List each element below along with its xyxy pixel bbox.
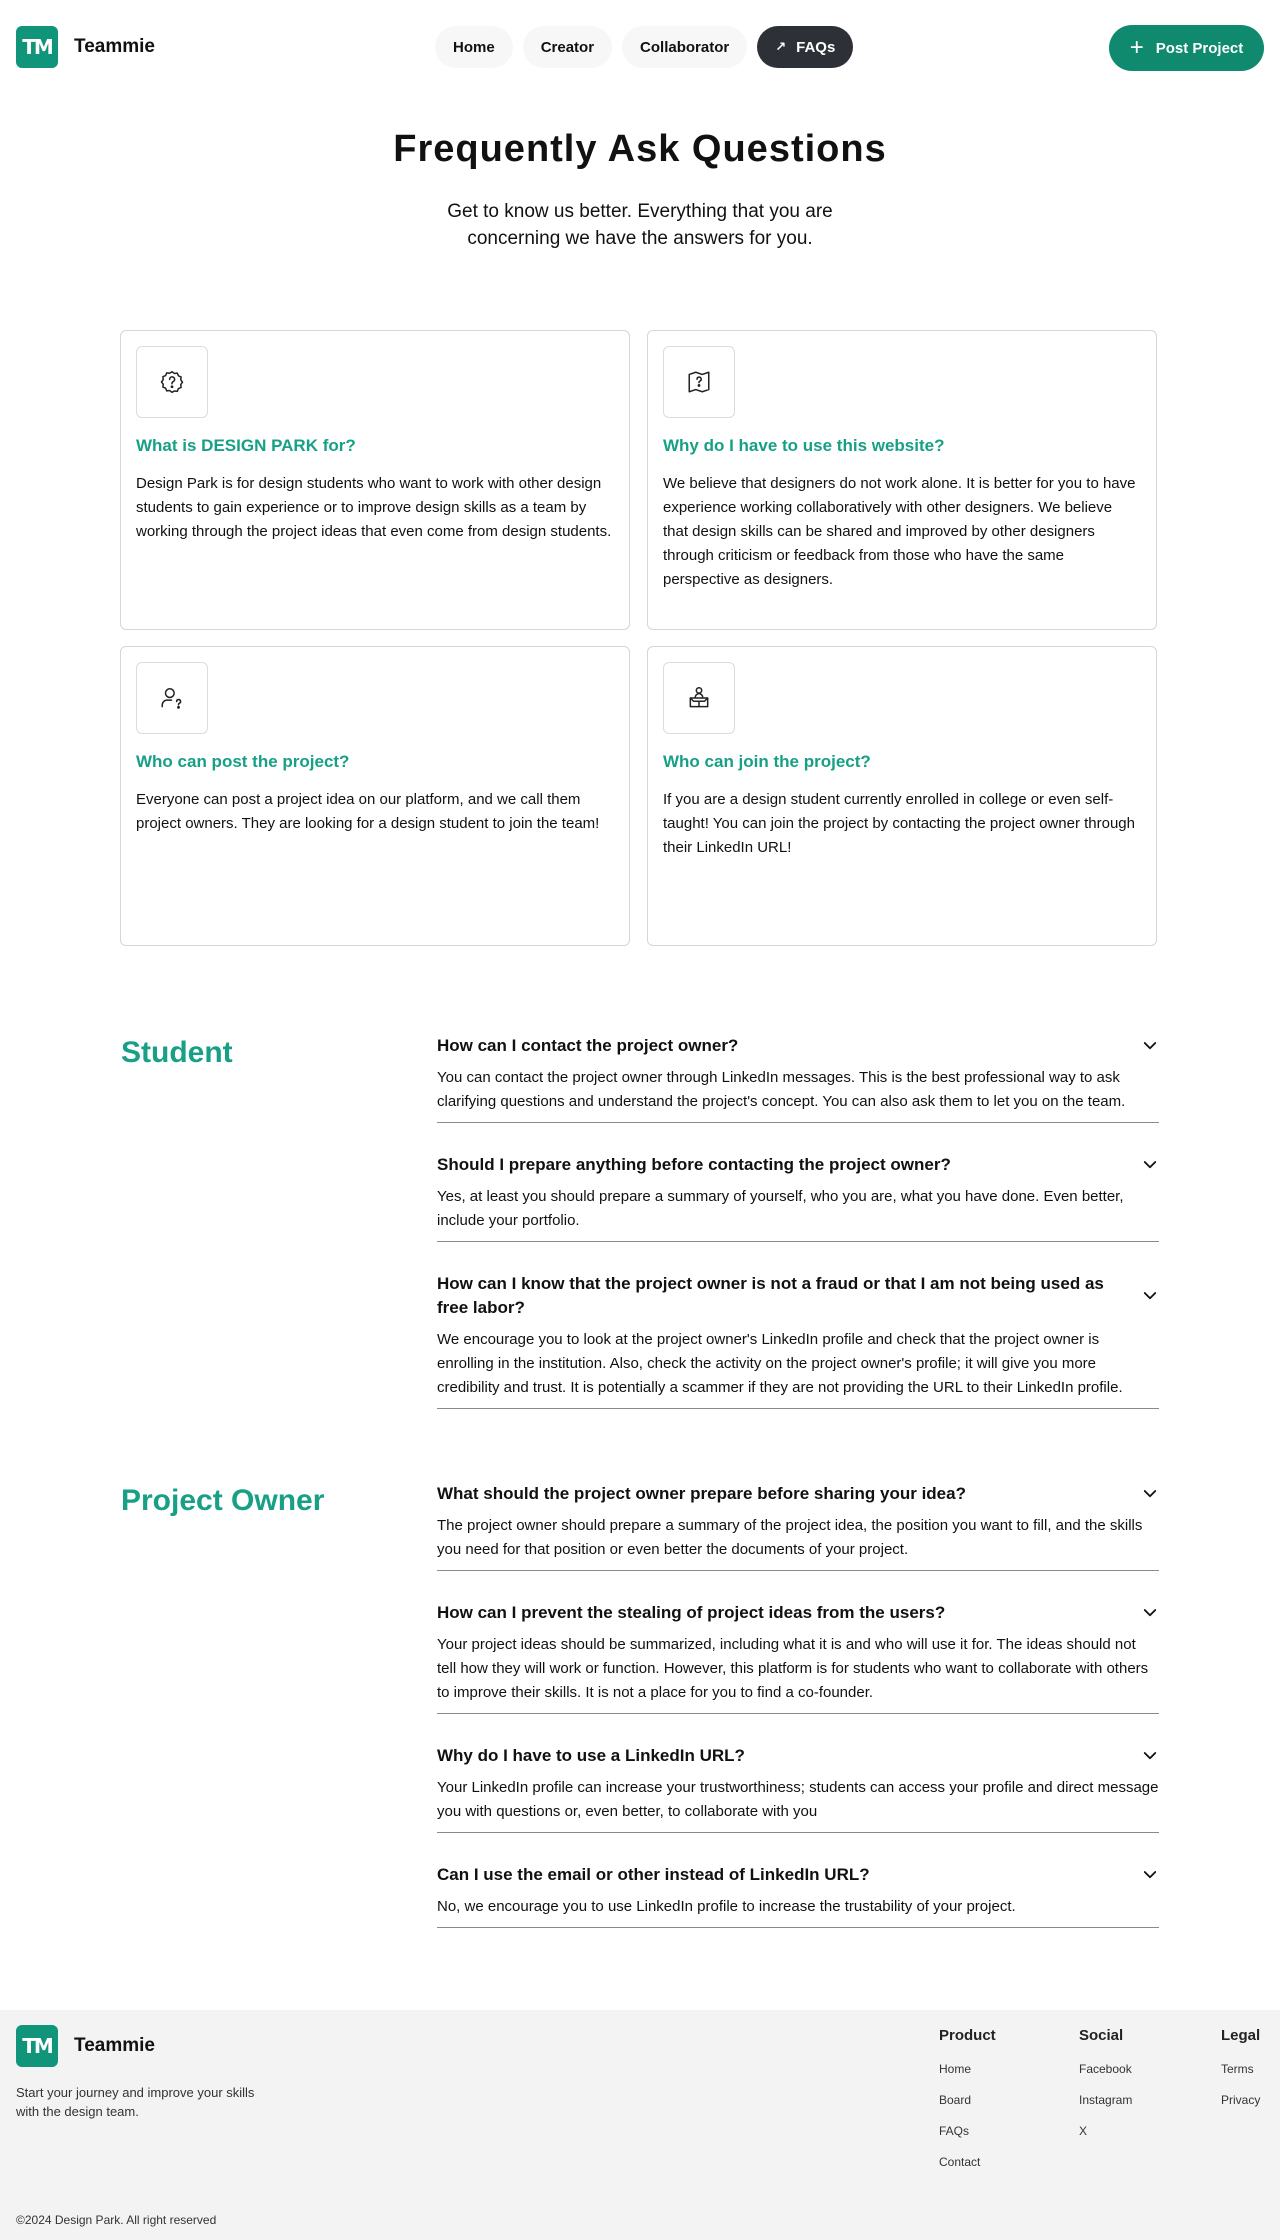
footer-link-faqs[interactable]: FAQs — [939, 2124, 970, 2138]
chevron-down-icon — [1141, 1866, 1159, 1884]
brand-logo[interactable] — [16, 26, 155, 68]
footer-column-title: Social — [1079, 2027, 1124, 2044]
person-box-icon — [663, 662, 735, 734]
chevron-down-icon — [1141, 1604, 1159, 1622]
footer-logo[interactable] — [16, 2025, 155, 2067]
footer-link-terms[interactable]: Terms — [1221, 2062, 1254, 2076]
faq-question-text: Can I use the email or other instead of LinkedIn URL? — [437, 1865, 870, 1884]
faq-item — [437, 1242, 1159, 1409]
card-text: Everyone can post a project idea on our platform, and we call them project owners. They are looking for a design student to join the team! — [136, 791, 600, 832]
question-badge-icon — [136, 346, 208, 418]
faq-answer: Your LinkedIn profile can increase your trustworthiness; students can access your profile and direct message you with questions or, even better, to collaborate with you — [437, 1779, 1159, 1820]
card-text: Design Park is for design students who want to work with other design students to gain experience or to improve design skills as a team by working through the project ideas that even come from design students. — [136, 475, 612, 540]
faq-question-text: What should the project owner prepare before sharing your idea? — [437, 1484, 966, 1503]
faq-question-text: How can I prevent the stealing of project ideas from the users? — [437, 1603, 946, 1622]
brand-name: Teammie — [74, 36, 155, 57]
nav-link-faqs[interactable] — [757, 26, 853, 68]
faq-answer: Your project ideas should be summarized, including what it is and who will use it for. The ideas should not tell how they will work or function. However, this platform is for students who want to collaborate with others to improve their skills. It is not a place for you to find a co-founder. — [437, 1636, 1149, 1701]
faq-question[interactable] — [437, 1034, 1159, 1058]
page-title: Frequently Ask Questions — [393, 128, 887, 170]
faq-item — [437, 1482, 1159, 1571]
card-title: What is DESIGN PARK for? — [136, 436, 356, 455]
faq-question-text: Should I prepare anything before contacting the project owner? — [437, 1155, 951, 1174]
arrow-up-right-icon: ↗ — [775, 39, 787, 54]
nav-link-home[interactable]: Home — [435, 26, 513, 68]
plus-icon: + — [1129, 34, 1144, 61]
faq-question[interactable] — [437, 1601, 1159, 1625]
logo-mark-icon: TM — [16, 2025, 58, 2067]
footer-link-contact[interactable]: Contact — [939, 2155, 981, 2169]
faq-answer: Yes, at least you should prepare a summary of yourself, who you are, what you have done. Even better, include your portfolio. — [437, 1188, 1124, 1229]
footer-column-title: Legal — [1221, 2027, 1261, 2044]
faq-answer: No, we encourage you to use LinkedIn profile to increase the trustability of your project. — [437, 1898, 1016, 1915]
faq-question-text: Why do I have to use a LinkedIn URL? — [437, 1746, 745, 1765]
footer-link-board[interactable]: Board — [939, 2093, 972, 2107]
faq-item — [437, 1034, 1159, 1123]
faq-item — [437, 1571, 1159, 1714]
faq-question-text: How can I know that the project owner is not a fraud or that I am not being used as free labor? — [437, 1274, 1104, 1317]
faq-card — [647, 646, 1157, 946]
chevron-down-icon — [1141, 1287, 1159, 1305]
faq-card — [647, 330, 1157, 630]
faq-answer: We encourage you to look at the project owner's LinkedIn profile and check that the project owner is enrolling in the institution. Also, check the activity on the project owner's profile; it will give you more credibility and trust. It is potentially a scammer if they are not providing the URL to their LinkedIn profile. — [437, 1331, 1123, 1396]
faq-list-student — [437, 1034, 1159, 1409]
faq-card — [120, 330, 630, 630]
nav-link-collaborator[interactable]: Collaborator — [622, 26, 747, 68]
card-title: Who can post the project? — [136, 752, 350, 771]
footer-copyright: ©2024 Design Park. All right reserved — [16, 2213, 217, 2227]
nav-links — [435, 26, 853, 68]
footer-column-social — [1079, 2027, 1132, 2155]
chevron-down-icon — [1141, 1747, 1159, 1765]
faq-question-text: How can I contact the project owner? — [437, 1036, 739, 1055]
card-title: Why do I have to use this website? — [663, 436, 945, 455]
footer-column-legal — [1221, 2027, 1260, 2124]
top-navigation — [0, 0, 1280, 96]
faq-question[interactable] — [437, 1863, 1159, 1887]
footer-link-facebook[interactable]: Facebook — [1079, 2062, 1132, 2076]
faq-question[interactable] — [437, 1153, 1159, 1177]
footer-tagline: Start your journey and improve your skills with the design team. — [16, 2085, 255, 2119]
chevron-down-icon — [1141, 1485, 1159, 1503]
faq-answer: The project owner should prepare a summary of the project idea, the position you want to fill, and the skills you need for that position or even better the documents of your project. — [437, 1517, 1143, 1558]
faq-list-project-owner — [437, 1482, 1159, 1928]
faq-question[interactable] — [437, 1482, 1159, 1506]
nav-link-faqs-label: FAQs — [796, 38, 836, 56]
section-title-project-owner: Project Owner — [121, 1484, 325, 1517]
footer-link-privacy[interactable]: Privacy — [1221, 2093, 1261, 2107]
card-text: We believe that designers do not work alone. It is better for you to have experience working collaboratively with other designers. We believe that design skills can be shared and improved by other designers through criticism or feedback from those who have the same perspective as designers. — [663, 475, 1136, 588]
faq-item — [437, 1833, 1159, 1928]
footer-link-home[interactable]: Home — [939, 2062, 972, 2076]
faq-answer: You can contact the project owner through LinkedIn messages. This is the best professional way to ask clarifying questions and understand the project's concept. You can also ask them to let you on the team. — [437, 1069, 1126, 1110]
question-map-icon — [663, 346, 735, 418]
faq-card — [120, 646, 630, 946]
page-subtitle: Get to know us better. Everything that you are concerning we have the answers for you. — [447, 201, 833, 249]
post-project-button[interactable] — [1109, 25, 1264, 71]
chevron-down-icon — [1141, 1037, 1159, 1055]
card-text: If you are a design student currently enrolled in college or even self-taught! You can join the project by contacting the project owner through their LinkedIn URL! — [663, 791, 1135, 856]
footer-column-product — [939, 2027, 996, 2186]
nav-link-creator[interactable]: Creator — [523, 26, 612, 68]
faq-item — [437, 1123, 1159, 1242]
footer-link-x[interactable]: X — [1079, 2124, 1088, 2138]
footer-brand-name: Teammie — [74, 2035, 155, 2056]
faq-question[interactable] — [437, 1272, 1159, 1320]
post-project-label: Post Project — [1155, 39, 1244, 57]
chevron-down-icon — [1141, 1156, 1159, 1174]
user-question-icon — [136, 662, 208, 734]
faq-question[interactable] — [437, 1744, 1159, 1768]
footer — [0, 2010, 1280, 2240]
footer-column-title: Product — [939, 2027, 996, 2044]
section-title-student: Student — [121, 1036, 233, 1069]
footer-link-instagram[interactable]: Instagram — [1079, 2093, 1133, 2107]
faq-item — [437, 1714, 1159, 1833]
logo-mark-icon: TM — [16, 26, 58, 68]
card-title: Who can join the project? — [663, 752, 871, 771]
